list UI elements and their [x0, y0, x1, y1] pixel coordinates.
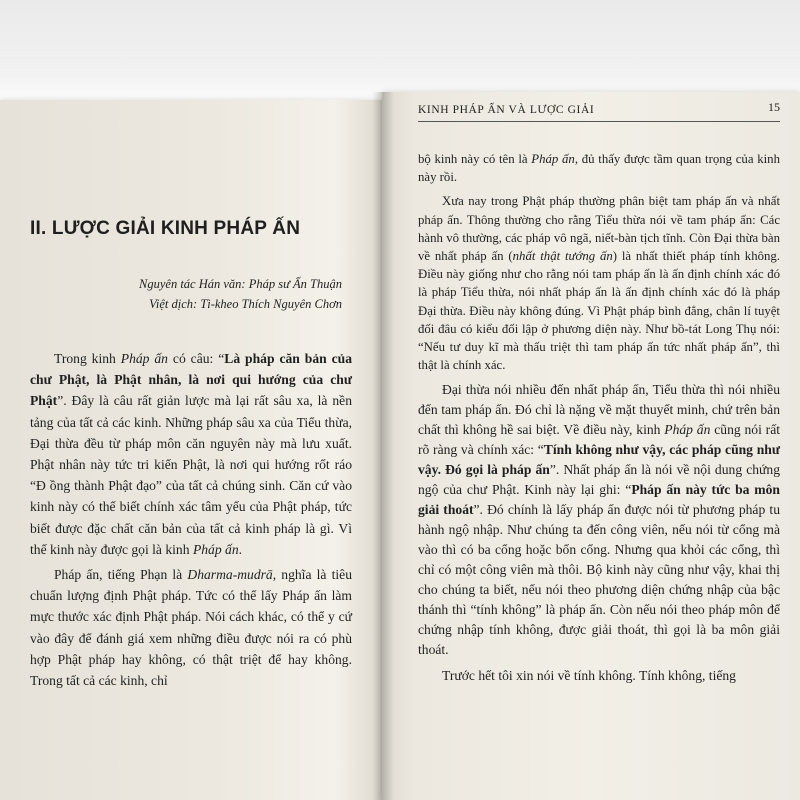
text-run: ”. Đây là câu rất giản lược mà lại rất sâu xa, là nền tảng của tất cả các kinh. Những pháp sâu xa của Tiểu thừa, Đại thừa đều từ pháp môn căn nguyên này mà lưu xuất. Phật nhân này tức tri kiến Phật, là nơi qui hướng rốt ráo “Đ ồng thành Phật đạo” của tất cả chúng sinh. Căn cứ vào kinh này có thể biết chính xác tâm yếu của Phật pháp, tức biết được đặc chất căn bản của tất cả kinh pháp là gì. Vì thế kinh này được gọi là kinh — [30, 393, 352, 557]
italic-term: nhất thật tướng ấn — [512, 249, 613, 264]
book-gutter — [372, 92, 394, 800]
running-head — [418, 100, 780, 122]
italic-term: Pháp ấn — [120, 351, 168, 366]
right-paragraph-3 — [418, 380, 780, 660]
text-run: . — [238, 541, 243, 557]
text-run: ) là nhất thiết pháp tính không. Điều này giống như cho rằng nói tam pháp ấn là ấn định chính xác đó là pháp Tiểu thừa, nói nhất pháp ấn là ấn định chính xác đó là pháp Đại thừa. Điều này không đúng. Vì Phật pháp bình đẳng, chân lí tuyệt đối đâu có kiểu đối lập ở phương diện này. Như bồ-tát Long Thụ nói: “Nếu tư duy kĩ mà thấu triệt thì tam pháp ấn tức nhất pháp ấn”, thì thật là chính xác. — [418, 249, 780, 373]
attribution — [30, 274, 352, 314]
right-paragraph-4 — [418, 666, 780, 686]
text-run: bộ kinh này có tên là — [418, 152, 532, 166]
text-run: Trong kinh — [54, 351, 121, 366]
page-number: 15 — [768, 100, 780, 114]
text-run: ”. Nhất pháp ấn là nói về nội dung chứng ngộ của chư Phật. Kinh này lại ghi: “ — [418, 462, 780, 498]
running-head-title: KINH PHÁP ẤN VÀ LƯỢC GIẢI — [418, 104, 595, 116]
attribution-translator: Việt dịch: Tì-kheo Thích Nguyên Chơn — [149, 297, 342, 311]
text-run: cũng nói rất rõ ràng và chính xác: “ — [418, 422, 781, 458]
right-body — [418, 150, 780, 692]
text-run: , nghĩa là tiêu chuẩn lượng định Phật pháp. Tức có thể lấy Pháp ấn làm mực thước xác định Phật pháp. Nói cách khác, có thể y cứ vào đây để đánh giá xem những điều được nói ra có phù hợp Phật pháp hay không, có thật triệt để hay không. Trong tất cả các kinh, chỉ — [30, 567, 352, 689]
italic-term: Pháp ấn — [192, 541, 239, 557]
right-paragraph-1 — [418, 150, 780, 186]
text-run: Đại thừa nói nhiều đến nhất pháp ấn, Tiểu thừa thì nói nhiều đến tam pháp ấn. Đó chỉ là nặng về mặt thuyết minh, chứ trên bản chất thì không hề sai biệt. Về điều này, kinh — [418, 382, 780, 438]
attribution-original: Nguyên tác Hán văn: Pháp sư Ấn Thuận — [139, 277, 342, 291]
bold-quote: Là pháp căn bản của chư Phật, là Phật nhân, là nơi qui hướng của chư Phật — [30, 351, 352, 409]
right-page — [382, 92, 800, 800]
bold-quote: Pháp ấn này tức ba môn giải thoát — [418, 482, 780, 518]
bold-quote: Tính không như vậy, các pháp cũng như vậy. Đó gọi là pháp ấn — [418, 442, 780, 478]
left-paragraph-1 — [30, 348, 352, 560]
italic-term: Pháp ấn — [531, 152, 575, 166]
italic-term: Dharma-mudrā — [187, 567, 273, 583]
text-run: Xưa nay trong Phật pháp thường phân biệt tam pháp ấn và nhất pháp ấn. Thông thường cho rằng Tiểu thừa nói về tam pháp ấn: Các hành vô thường, các pháp vô ngã, niết-bàn tịch tĩnh. Còn Đại thừa bàn về nhất pháp ấn ( — [418, 194, 780, 264]
left-paragraph-2 — [30, 564, 352, 691]
italic-term: Pháp ấn — [664, 422, 711, 438]
left-page — [0, 100, 382, 800]
text-run: , đủ thấy được tầm quan trọng của kinh này rồi. — [418, 152, 780, 185]
text-run: Trước hết tôi xin nói về tính không. Tính không, tiếng — [442, 668, 736, 684]
text-run: Pháp ấn, tiếng Phạn là — [54, 567, 188, 583]
section-heading: II. LƯỢC GIẢI KINH PHÁP ẤN — [30, 218, 301, 239]
text-run: có câu: “ — [167, 351, 225, 366]
text-run: ”. Đó chính là lấy pháp ấn được nói từ phương pháp tu hành ngộ nhập. Như chúng ta đến công viên, nếu nói từ cổng mà vào thì có ba cổng hoặc bốn cổng. Nhưng qua khỏi các cổng, thì chỉ có một công viên mà thôi. Bộ kinh này cũng như vậy, khai thị cho chúng ta biết, nếu nói theo phương diện chứng nhập của bậc thánh thì “tính không” là pháp ấn. Còn nếu nói theo pháp môn để chứng nhập tính không, được giải thoát, thì gọi là ba môn giải thoát. — [418, 502, 780, 658]
right-paragraph-2 — [418, 192, 780, 374]
